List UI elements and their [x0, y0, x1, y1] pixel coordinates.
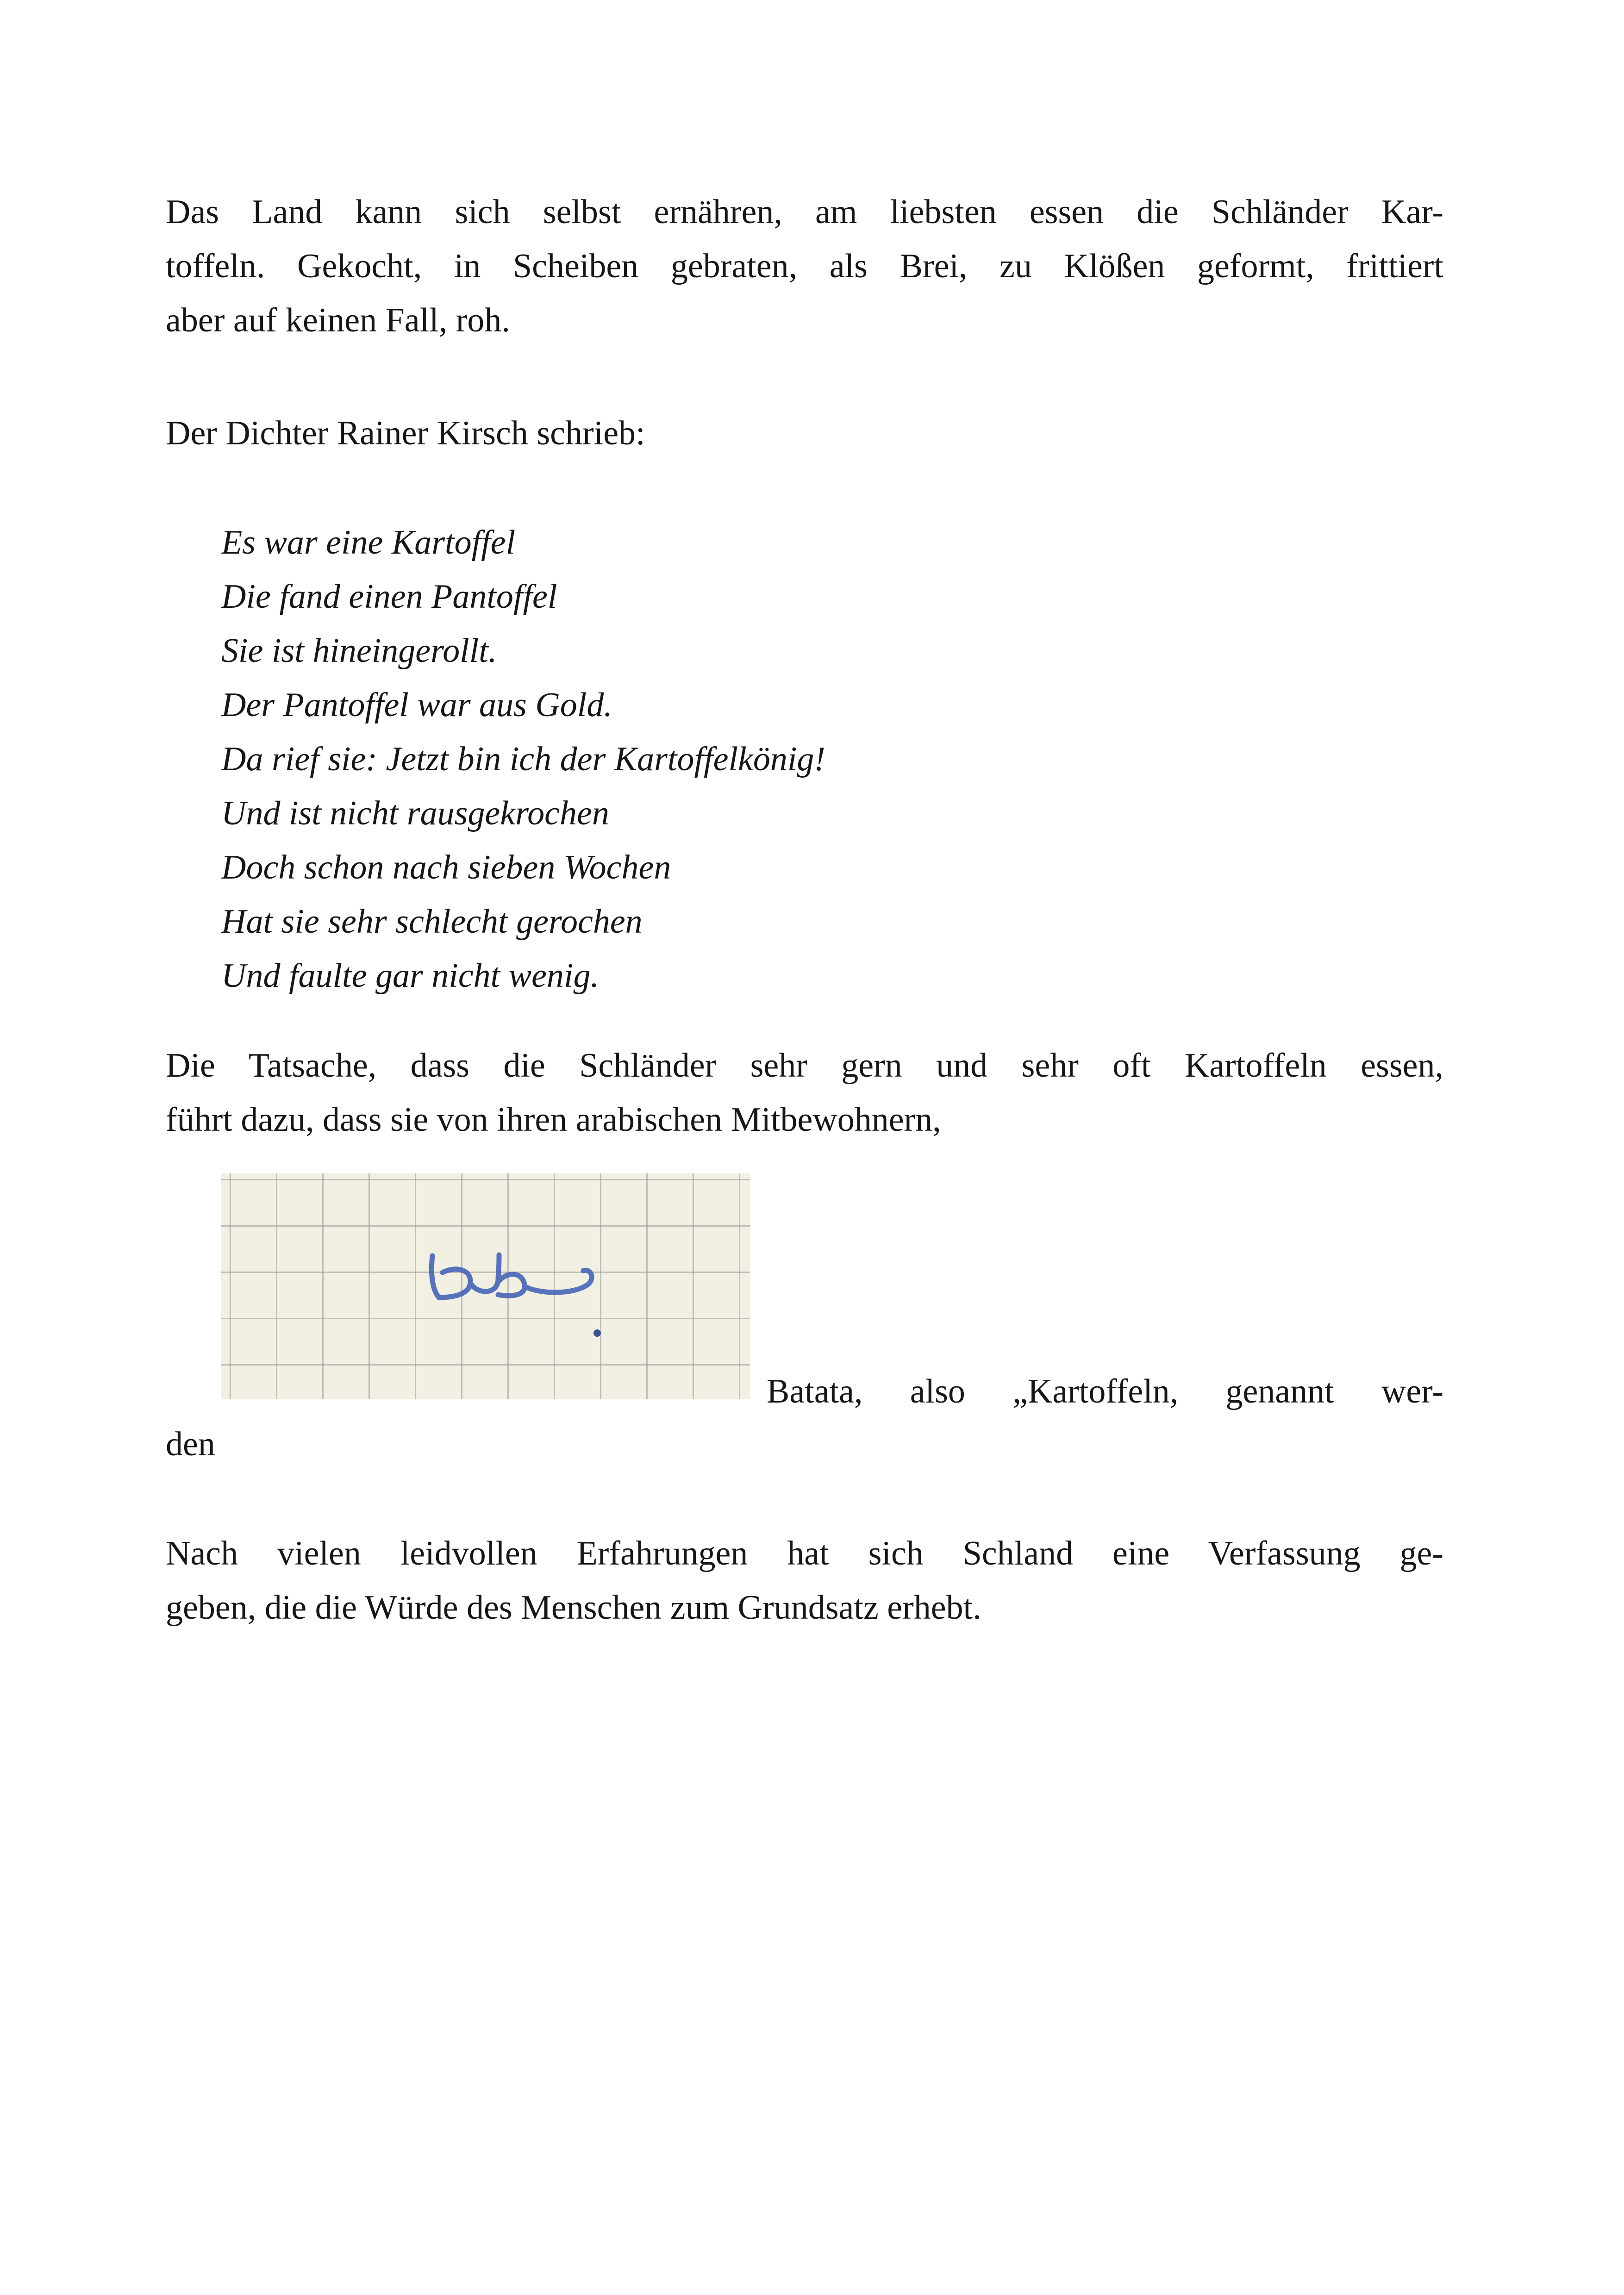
paragraph-line: Der Dichter Rainer Kirsch schrieb:	[166, 414, 645, 452]
paragraph-line: Die Tatsache, dass die Schländer sehr gern und sehr oft Kartoffeln essen,	[166, 1047, 1443, 1085]
paragraph-line: führt dazu, dass sie von ihren arabischen Mitbewohnern,	[166, 1101, 941, 1139]
paragraph-line: toffeln. Gekocht, in Scheiben gebraten, als Brei, zu Klößen geformt, frittiert	[166, 247, 1443, 285]
handwritten-arabic-word-icon	[221, 1173, 750, 1399]
paragraph-line: den	[166, 1425, 215, 1463]
poem-line: Der Pantoffel war aus Gold.	[221, 686, 612, 724]
poem-line: Sie ist hineingerollt.	[221, 632, 497, 670]
paragraph-line: geben, die die Würde des Menschen zum Grundsatz erhebt.	[166, 1589, 981, 1627]
poem-line: Da rief sie: Jetzt bin ich der Kartoffelkönig!	[221, 740, 826, 778]
paragraph-constitution	[166, 1527, 1443, 1635]
paragraph-poet-intro	[166, 406, 1443, 461]
poem-line: Und ist nicht rausgekrochen	[221, 794, 609, 832]
paragraph-line-wrap	[166, 1417, 1443, 1472]
paragraph-potatoes-intro	[166, 185, 1443, 348]
poem-line: Doch schon nach sieben Wochen	[221, 848, 671, 886]
paragraph-arabic-neighbours	[166, 1039, 1443, 1147]
handwritten-arabic-image	[221, 1173, 750, 1399]
paragraph-line: Batata, also „Kartoffeln, genannt wer-	[767, 1372, 1443, 1410]
paragraph-line: Nach vielen leidvollen Erfahrungen hat sich Schland eine Verfassung ge-	[166, 1534, 1443, 1572]
paper-watermark-text	[309, 1373, 316, 1398]
paragraph-line: Das Land kann sich selbst ernähren, am liebsten essen die Schländer Kar-	[166, 193, 1443, 231]
paragraph-line: aber auf keinen Fall, roh.	[166, 301, 510, 339]
poem-line: Die fand einen Pantoffel	[221, 578, 557, 616]
poem	[221, 516, 825, 1003]
poem-line: Hat sie sehr schlecht gerochen	[221, 903, 643, 941]
poem-line: Und faulte gar nicht wenig.	[221, 957, 599, 995]
poem-line: Es war eine Kartoffel	[221, 524, 516, 561]
